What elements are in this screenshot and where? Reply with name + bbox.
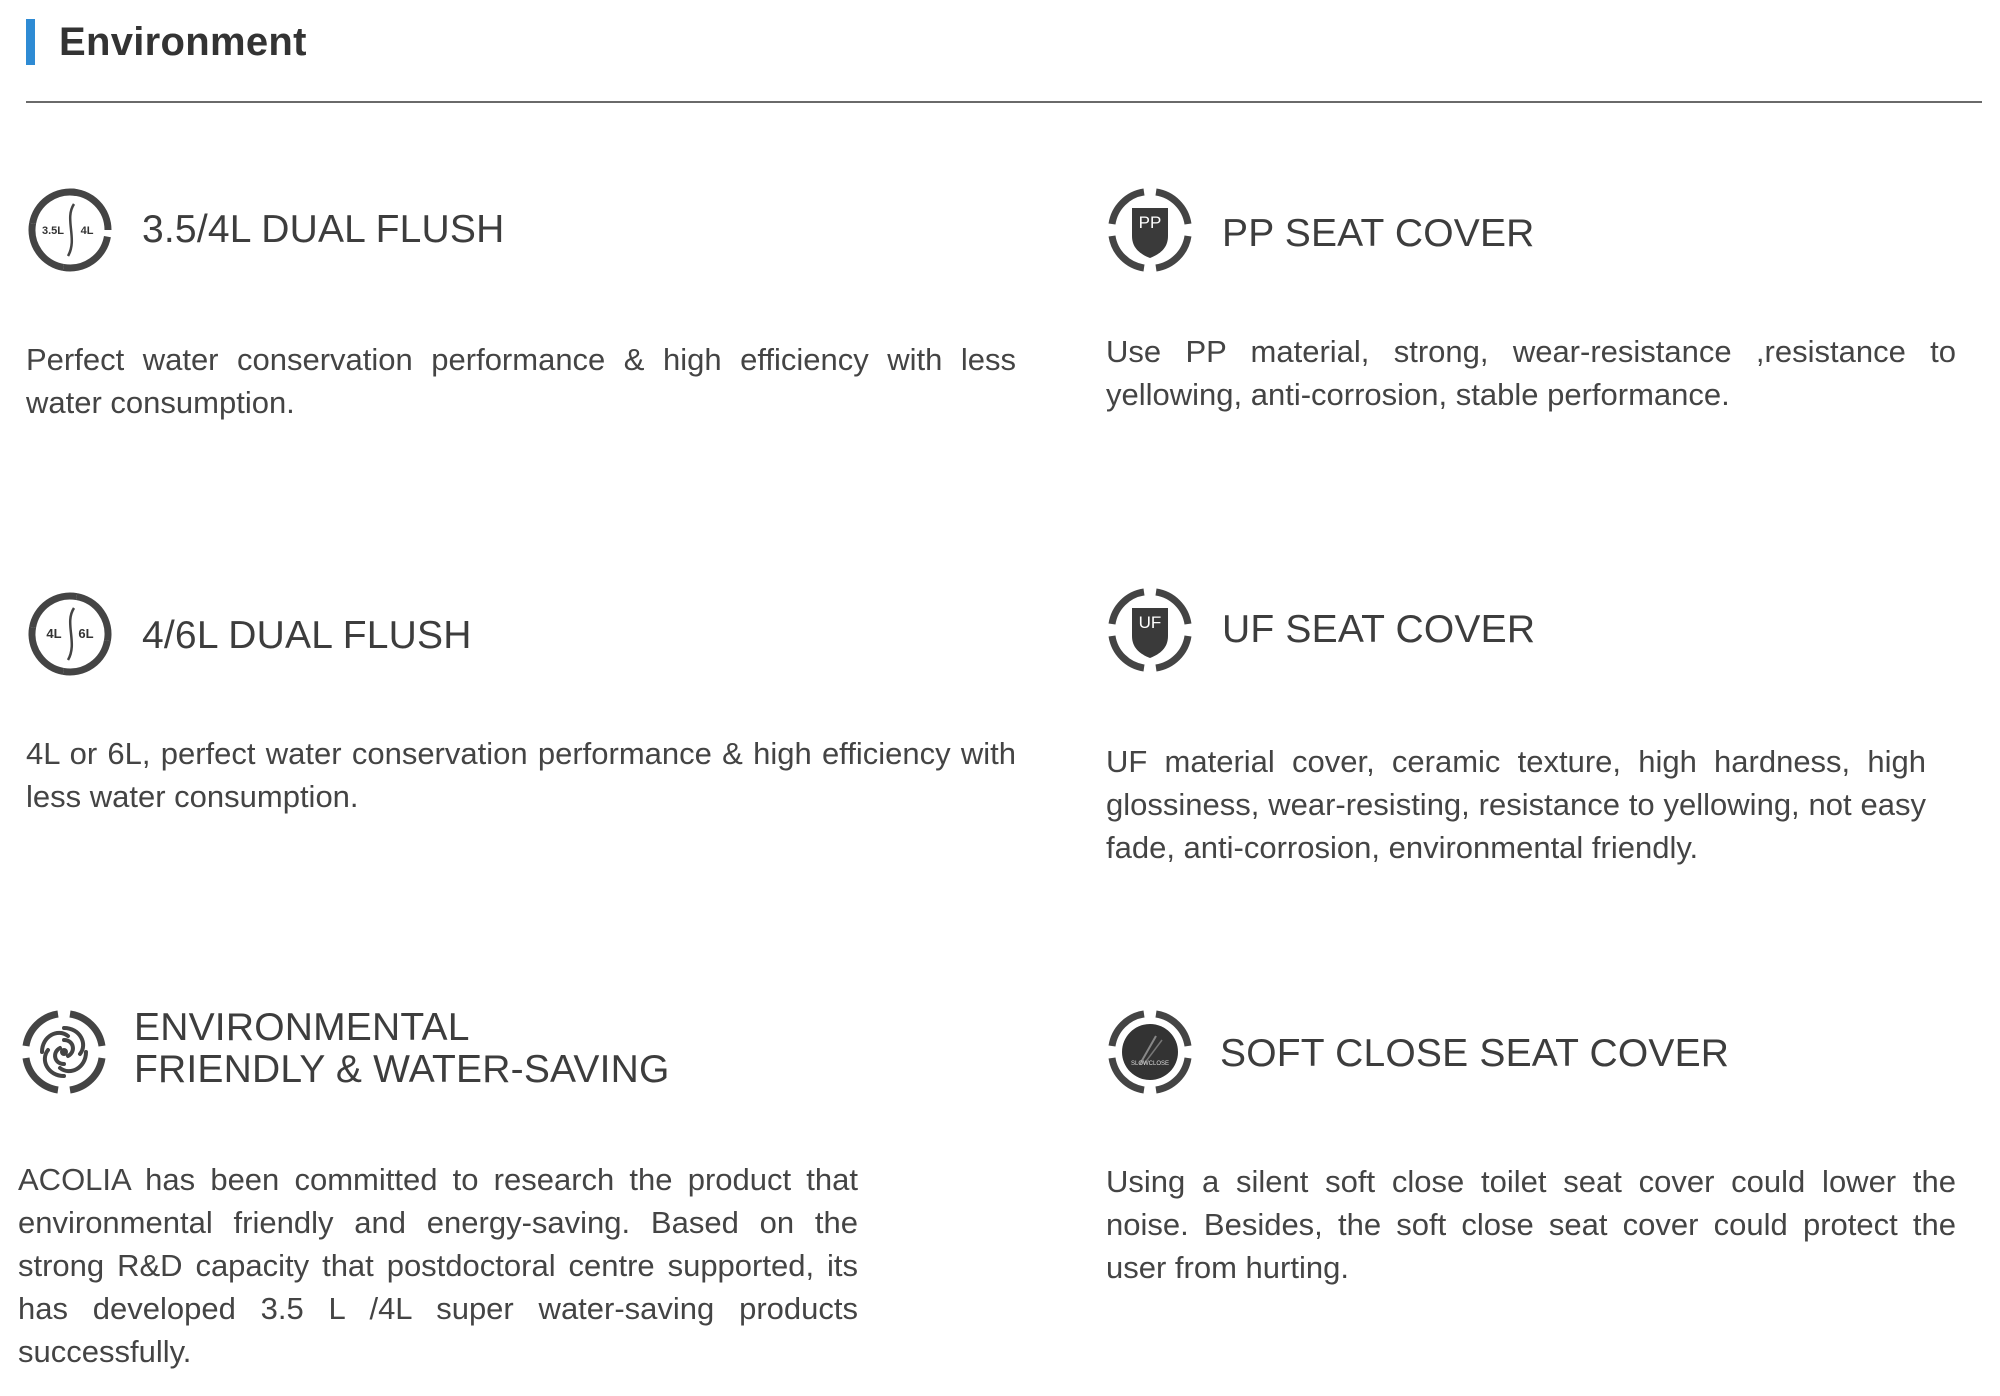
feature-title-line-2: FRIENDLY & WATER-SAVING bbox=[134, 1048, 670, 1091]
feature-description: 4L or 6L, perfect water conservation performance & high efficiency with less water consumption. bbox=[26, 736, 1016, 814]
svg-text:4L: 4L bbox=[80, 225, 94, 237]
feature-description: Perfect water conservation performance & high efficiency with less water consumption. bbox=[26, 342, 1016, 420]
soft-close-icon bbox=[1104, 1006, 1196, 1098]
feature-description: Use PP material, strong, wear-resistance ,resistance to yellowing, anti-corrosion, stable performance. bbox=[1106, 334, 1956, 412]
svg-text:4L: 4L bbox=[46, 626, 62, 641]
svg-text:SLOWCLOSE: SLOWCLOSE bbox=[1130, 1061, 1170, 1067]
flush-4-6l-icon bbox=[24, 588, 116, 680]
feature-title-line-1: ENVIRONMENTAL bbox=[134, 1006, 470, 1049]
header-divider bbox=[26, 101, 1982, 103]
feature-description: Using a silent soft close toilet seat cover could lower the noise. Besides, the soft close seat cover could protect the user from hurting. bbox=[1106, 1164, 1956, 1285]
feature-description: ACOLIA has been committed to research the product that environmental friendly and energy-saving. Based on the strong R&D capacity that postdoctoral centre supported, its has developed 3.5 L /4L super water-saving products successfully. bbox=[18, 1162, 858, 1369]
feature-title: SOFT CLOSE SEAT COVER bbox=[1220, 1032, 1730, 1075]
svg-text:UF: UF bbox=[1138, 613, 1162, 632]
feature-description: UF material cover, ceramic texture, high hardness, high glossiness, wear-resisting, resistance to yellowing, not easy fade, anti-corrosion, environmental friendly. bbox=[1106, 744, 1926, 865]
feature-title: UF SEAT COVER bbox=[1222, 608, 1536, 651]
section-header bbox=[26, 18, 307, 66]
svg-text:PP: PP bbox=[1138, 213, 1162, 232]
feature-title: 3.5/4L DUAL FLUSH bbox=[142, 208, 505, 251]
uf-seat-icon bbox=[1104, 584, 1196, 676]
svg-text:3.5L: 3.5L bbox=[41, 225, 65, 237]
water-swirl-icon bbox=[18, 1006, 110, 1098]
flush-3.5-4l-icon bbox=[24, 184, 116, 276]
header-accent-bar bbox=[26, 19, 35, 65]
svg-text:6L: 6L bbox=[78, 626, 94, 641]
pp-seat-icon bbox=[1104, 184, 1196, 276]
feature-title: 4/6L DUAL FLUSH bbox=[142, 614, 472, 657]
feature-title: PP SEAT COVER bbox=[1222, 212, 1535, 255]
page-title: Environment bbox=[59, 19, 307, 64]
